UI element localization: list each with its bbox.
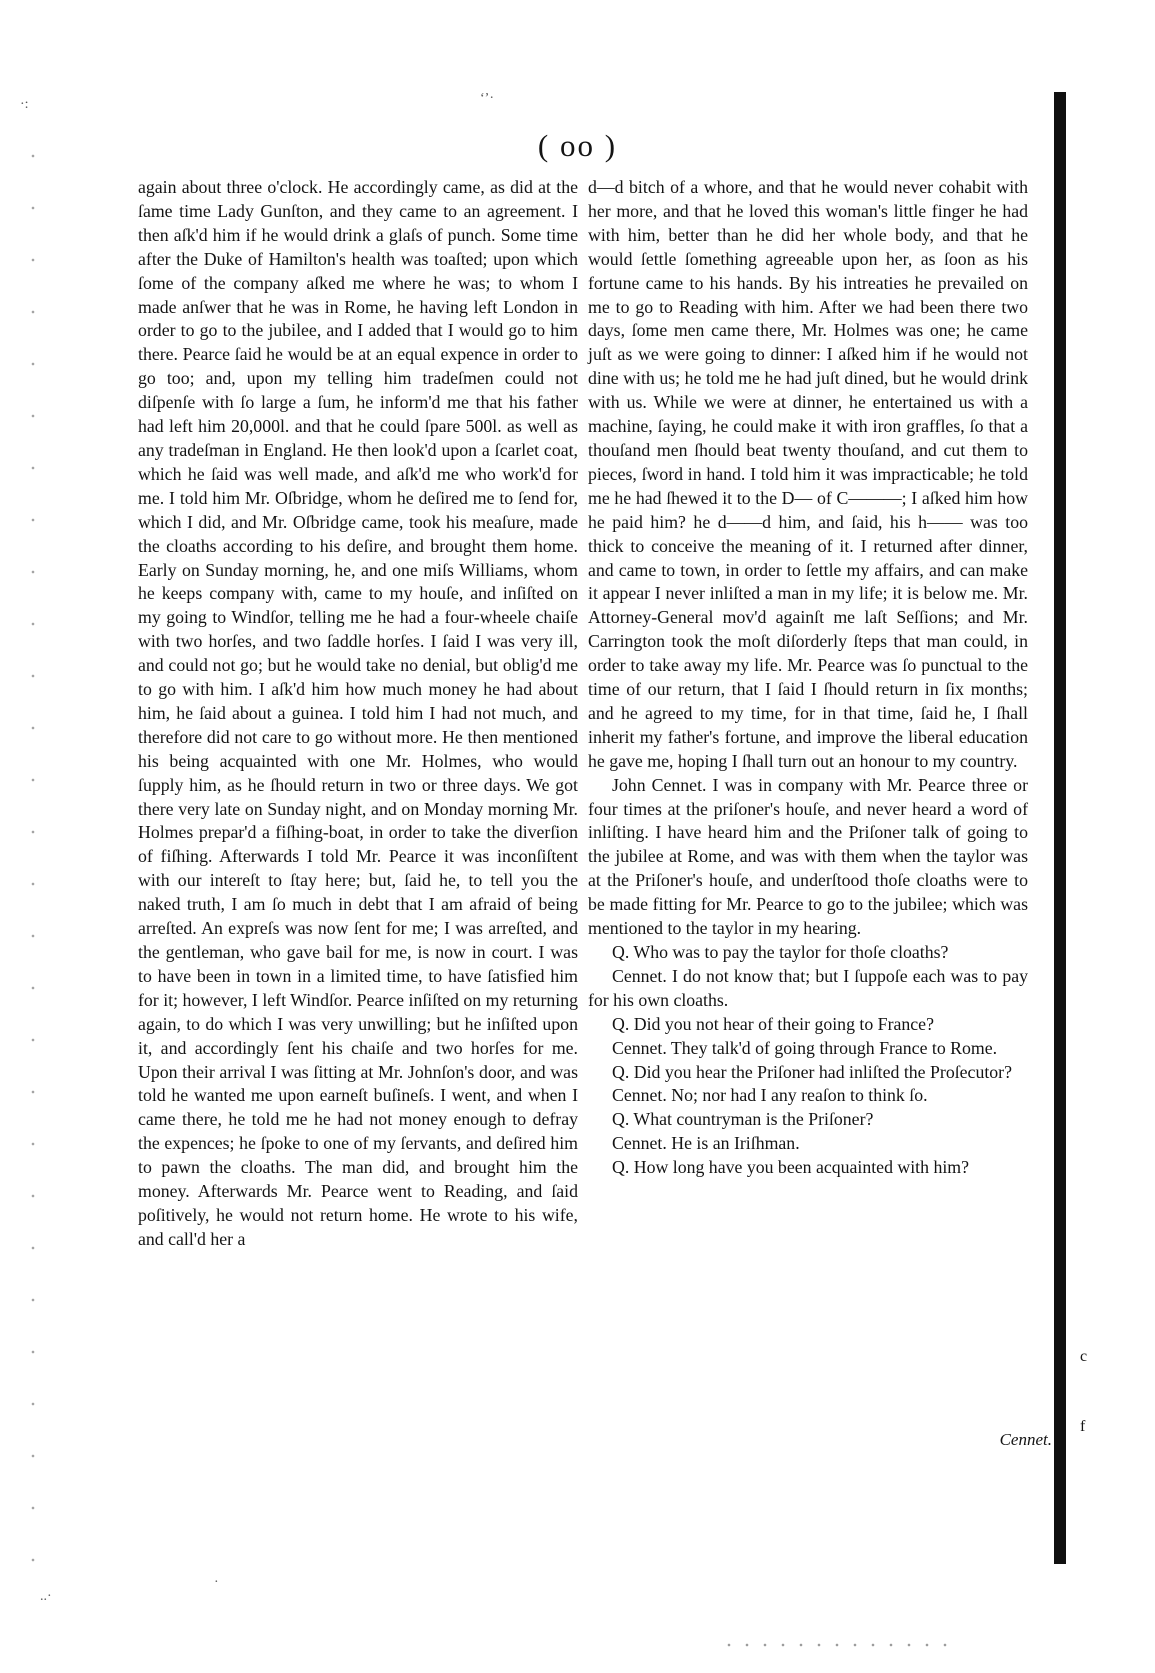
scan-speck: ·	[214, 1575, 219, 1590]
edge-letter: c	[1080, 1348, 1088, 1365]
question-line: Q. Did you not hear of their going to France?	[612, 1013, 934, 1034]
scan-bottom-noise	[720, 1640, 960, 1650]
question-line: Q. Who was to pay the taylor for thoſe cloaths?	[612, 942, 949, 962]
page-edge-bar	[1054, 92, 1066, 1564]
catchword: Cennet.	[999, 1430, 1052, 1449]
paragraph: John Cennet. I was in company with Mr. Pearce three or four times at the priſoner's houſe, and never heard a word of inliſting. I have heard him and the Priſoner talk of going to the jubilee at Rome, and was with them when the taylor was at the Priſoner's houſe, and underſtood thoſe cloaths were to be made fitting for Mr. Pearce to go to the jubilee; which was mentioned to the taylor in my hearing.	[588, 774, 1028, 939]
left-column	[138, 176, 578, 1252]
answer-line: Cennet. No; nor had I any reaſon to think ſo.	[612, 1085, 928, 1106]
answer-line: Cennet. I do not know that; but I ſuppoſe each was to pay for his own cloaths.	[588, 965, 1028, 1010]
header-marks: ‘’·	[480, 91, 494, 106]
answer-line: Cennet. He is an Iriſhman.	[612, 1133, 800, 1154]
question-line: Q. What countryman is the Priſoner?	[612, 1109, 874, 1130]
page-number: ( oo )	[537, 128, 618, 163]
paragraph: again about three o'clock. He accordingly came, as did at the ſame time Lady Gunſton, and they came to an agreement. I then aſk'd him if he would drink a glaſs of punch. Some time after the Duke of Hamilton's health was toaſted; upon which ſome of the company aſked me where he was; to whom I made anſwer that he was in Rome, he having left London in order to go to the jubilee, and I added that I would go to him there. Pearce ſaid he would be at an equal expence in order to go too; and, upon my telling him tradeſmen could not diſpenſe with ſo large a ſum, he inform'd me that his father had left him 20,000l. and that he could ſpare 500l. as well as any tradeſman in England. He then look'd upon a ſcarlet coat, which he ſaid was well made, and aſk'd me who work'd for me. I told him Mr. Oſbridge, whom he deſired me to ſend for, which I did, and Mr. Oſbridge came, took his meaſure, made the cloaths according to his deſire, and brought them home. Early on Sunday morning, he, and one miſs Williams, whom he keeps company with, came to my houſe, and inſiſted on my going to Windſor, telling me he had a four-wheele chaiſe with two horſes, and two ſaddle horſes. I ſaid I was very ill, and could not go; but he would take no denial, but oblig'd me to go with him. I aſk'd him how much money he had about him, he ſaid about a guinea. I told him I had not much, and therefore did not care to go without more. He then mentioned his being acquainted with one Mr. Holmes, who would ſupply him, as he ſhould return in two or three days. We got there very late on Sunday night, and on Monday morning Mr. Holmes prepar'd a fiſhing-boat, in order to take the diverſion of fiſhing. Afterwards I told Mr. Pearce it was inconſiſtent with our intereſt to ſtay here; but, ſaid he, to tell you the naked truth, I am ſo much in debt that I am afraid of being arreſted. An expreſs was now ſent for me; I was arreſted, and the gentleman, who gave bail for me, is now in court. I was to have been in town in a limited time, to have ſatisfied him for it; however, I left Windſor. Pearce inſiſted on my returning again, to do which I was very unwilling; but he inſiſted upon it, and accordingly ſent his chaiſe and two horſes for me. Upon their arrival I was ſitting at Mr. Johnſon's door, and was told he wanted me upon earneſt buſineſs. I went, and when I came there, he told me he had not money enough to defray the expences; he ſpoke to one of my ſervants, and deſired him to pawn the cloaths. The man did, and brought him the money. Afterwards Mr. Pearce went to Reading, and ſaid poſitively, he would not return home. He wrote to his wife, and call'd her a	[138, 177, 578, 1249]
scan-speck: ..·	[40, 1589, 52, 1604]
answer-line: Cennet. They talk'd of going through France to Rome.	[612, 1037, 998, 1058]
question-line: Q. Did you hear the Priſoner had inliſted the Proſecutor?	[612, 1061, 1012, 1082]
edge-letter: f	[1080, 1418, 1086, 1435]
scan-gutter-noise	[26, 130, 40, 1590]
question-line: Q. How long have you been acquainted with him?	[612, 1157, 970, 1178]
paragraph: d—d bitch of a whore, and that he would never cohabit with her more, and that he loved this woman's little finger he had with him, better than he did her whole body, and that he would ſettle ſomething agreeable upon her, as ſoon as his fortune came to his hands. By his intreaties he prevailed on me to go to Reading with him. After we had been there two days, ſome men came there, Mr. Holmes was one; he came juſt as we were going to dinner: I aſked him if he would not dine with us; he told me he had juſt dined, but he would drink with us. While we were at dinner, he entertained us with a machine, ſaying, he could make it with iron graffles, ſo that a thouſand men ſhould beat twenty thouſand, and cut them to pieces, ſword in hand. I told him it was impracticable; he told me he had ſhewed it to the D— of C———; I aſked him how he paid him? he d——d him, and ſaid, his h—— was too thick to conceive the meaning of it. I returned after dinner, and came to town, in order to ſettle my affairs, and can make it appear I never inliſted a man in my life; it is below me. Mr. Attorney-General mov'd againſt me laſt Seſſions; and Mr. Carrington took the moſt diſorderly ſteps that man could, in order to take away my life. Mr. Pearce was ſo punctual to the time of our return, that I ſaid I ſhould return in ſix months; and he agreed to my time, for in that time, ſaid he, I ſhall inherit my father's fortune, and improve the liberal education he gave me, hoping I ſhall turn out an honour to my country.	[588, 177, 1028, 771]
scan-speck: ·:	[20, 97, 29, 112]
right-column	[588, 176, 1028, 1180]
